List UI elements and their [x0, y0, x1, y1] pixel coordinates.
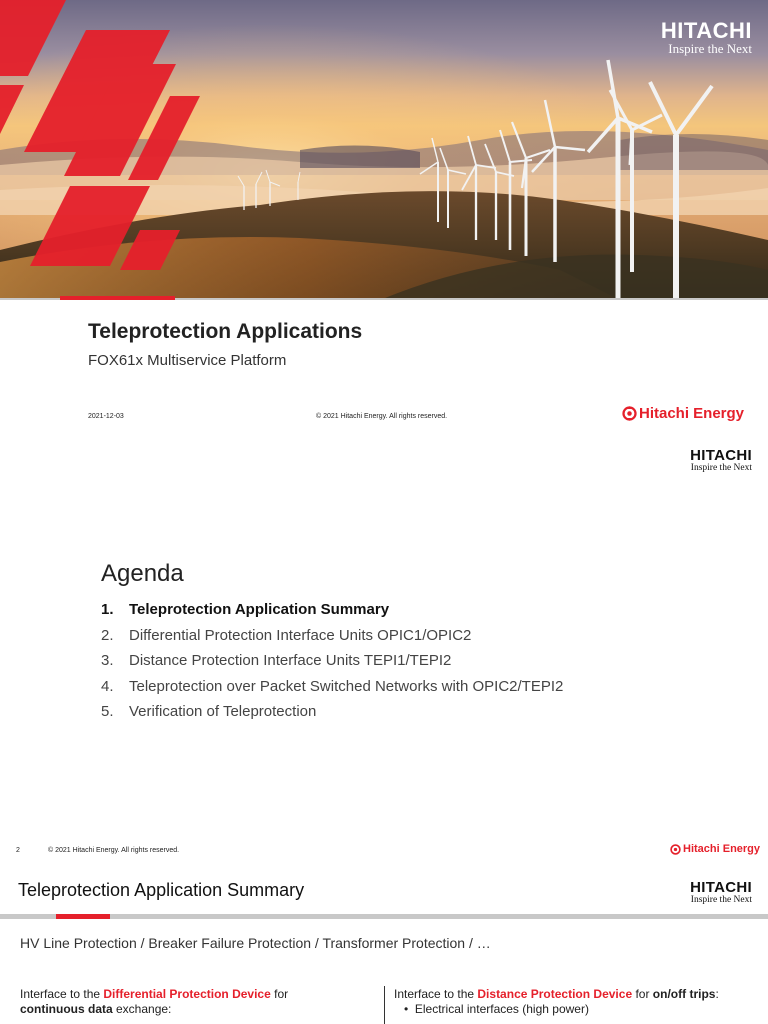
differential-intro-line2: [20, 1002, 360, 1017]
slide-title: Teleprotection Applications: [88, 320, 363, 343]
agenda-item-label: Distance Protection Interface Units TEPI1/TEPI2: [129, 652, 452, 669]
brand-tagline: Inspire the Next: [668, 41, 752, 56]
hitachi-energy-logo-text: Hitachi Energy: [683, 843, 761, 855]
distance-intro: [394, 987, 764, 1002]
protection-scope-line: HV Line Protection / Breaker Failure Protection / Transformer Protection / …: [20, 935, 491, 951]
agenda-item-number: 2.: [101, 626, 114, 644]
agenda-item: [101, 677, 563, 703]
title-rule-accent: [56, 914, 110, 919]
intro-suffix: for: [270, 987, 289, 1001]
bullet-dot-icon: •: [404, 1002, 415, 1016]
agenda-item-label: Teleprotection Application Summary: [129, 601, 390, 618]
agenda-item-label: Teleprotection over Packet Switched Networks with OPIC2/TEPI2: [129, 677, 564, 695]
slide-date: 2021-12-03: [88, 413, 124, 420]
hitachi-energy-mark-icon: [622, 406, 637, 421]
brand-wordmark: HITACHI: [690, 447, 752, 464]
agenda-slide: [0, 440, 768, 860]
brand-tagline: Inspire the Next: [690, 895, 752, 905]
hitachi-energy-mark-icon: [670, 844, 681, 855]
page-number: 2: [16, 847, 20, 854]
slide-title: Teleprotection Application Summary: [18, 880, 305, 900]
hitachi-brand-logo: [661, 20, 752, 56]
differential-device-label: Differential Protection Device: [103, 987, 271, 1001]
hitachi-brand-logo: [690, 880, 752, 905]
intro-line2-rest: exchange:: [112, 1002, 172, 1016]
agenda-list: [101, 600, 563, 728]
brand-wordmark: HITACHI: [660, 18, 752, 43]
agenda-item-number: 1.: [101, 601, 114, 618]
intro-prefix: Interface to the: [20, 987, 104, 1001]
agenda-item: [101, 626, 563, 652]
column-divider: [384, 986, 385, 1024]
title-slide: [0, 0, 768, 440]
agenda-heading: Agenda: [101, 560, 184, 587]
hitachi-brand-logo: [690, 448, 752, 473]
agenda-item: [101, 600, 563, 626]
differential-column: [20, 987, 360, 1017]
bullet-item: [404, 1002, 764, 1017]
on-off-trips-label: on/off trips: [652, 987, 716, 1001]
differential-intro: [20, 987, 360, 1002]
intro-prefix: Interface to the: [394, 987, 478, 1001]
agenda-item-number: 3.: [101, 652, 114, 669]
summary-slide: [0, 860, 768, 1024]
intro-mid: for: [632, 987, 653, 1001]
bullet-text: Electrical interfaces (high power): [414, 1002, 589, 1016]
distance-column: [394, 987, 764, 1017]
agenda-item-number: 5.: [101, 703, 114, 720]
agenda-item: [101, 702, 563, 728]
wind-farm-landscape-image: [0, 0, 768, 300]
brand-tagline: Inspire the Next: [690, 463, 752, 473]
slide-subtitle: FOX61x Multiservice Platform: [88, 352, 287, 369]
continuous-data-label: continuous data: [20, 1002, 113, 1016]
agenda-item-label: Differential Protection Interface Units OPIC1/OPIC2: [129, 626, 472, 644]
hitachi-energy-logo-text: Hitachi Energy: [639, 405, 745, 422]
brand-wordmark: HITACHI: [690, 879, 752, 896]
intro-end: :: [715, 987, 719, 1001]
distance-device-label: Distance Protection Device: [477, 987, 633, 1001]
copyright-text: © 2021 Hitachi Energy. All rights reserved.: [316, 413, 448, 420]
copyright-text: © 2021 Hitachi Energy. All rights reserved.: [48, 847, 180, 854]
hitachi-energy-logo: [670, 843, 760, 855]
agenda-item-label: Verification of Teleprotection: [129, 703, 317, 720]
title-rule: [0, 914, 768, 919]
agenda-item: [101, 651, 563, 677]
hero-image: [0, 0, 768, 300]
hitachi-energy-logo: [622, 405, 744, 422]
agenda-item-number: 4.: [101, 677, 114, 695]
